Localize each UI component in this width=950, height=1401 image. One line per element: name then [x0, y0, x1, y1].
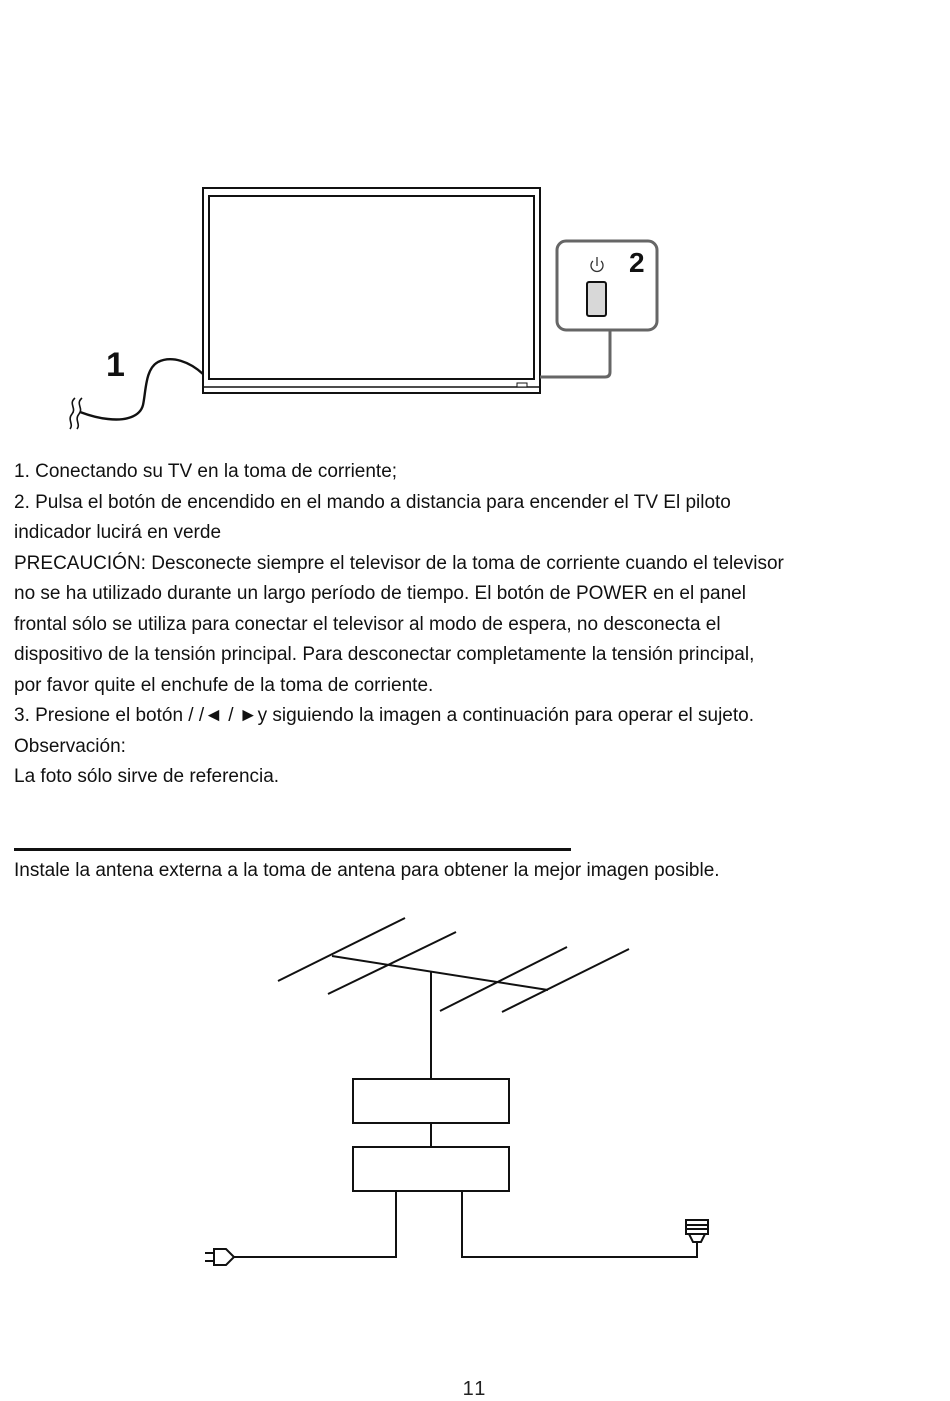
power-cord-icon	[80, 359, 203, 419]
button-leader-line	[540, 331, 610, 377]
plug-icon	[205, 1249, 234, 1265]
caution-line-4: dispositivo de la tensión principal. Para desconectar completamente la tensión principal,	[14, 644, 755, 665]
cord-end-icon	[70, 398, 82, 429]
observation-text: La foto sólo sirve de referencia.	[14, 766, 280, 787]
callout-2-label: 2	[629, 247, 645, 278]
power-supply-box	[353, 1147, 509, 1191]
caution-line-5: por favor quite el enchufe de la toma de corriente.	[14, 674, 434, 696]
amplifier-box	[353, 1079, 509, 1123]
instruction-step-2-cont: indicador lucirá en verde	[14, 522, 222, 543]
tv-frame	[203, 188, 540, 393]
power-button	[587, 282, 606, 316]
tv-indicator-led	[517, 383, 527, 387]
instruction-step-2: 2. Pulsa el botón de encendido en el mando a distancia para encender el TV El piloto	[14, 491, 731, 513]
antenna-note: Instale la antena externa a la toma de antena para obtener la mejor imagen posible.	[14, 860, 720, 881]
page-number: 11	[462, 1378, 488, 1400]
section-divider	[14, 848, 571, 851]
tv-screen	[209, 196, 534, 379]
instructions-text	[14, 457, 948, 793]
callout-1-label: 1	[106, 346, 125, 384]
antenna-icon	[278, 918, 629, 1079]
tv-power-figure	[0, 0, 950, 450]
caution-line-2: no se ha utilizado durante un largo período de tiempo. El botón de POWER en el panel	[14, 583, 746, 604]
observation-label: Observación:	[14, 735, 126, 757]
caution-line-3: frontal sólo se utiliza para conectar el televisor al modo de espera, no desconecta el	[14, 613, 721, 635]
caution-line-1: PRECAUCIÓN: Desconecte siempre el televisor de la toma de corriente cuando el televisor	[14, 552, 784, 574]
coax-connector-icon	[686, 1220, 708, 1242]
instruction-step-1: 1. Conectando su TV en la toma de corriente;	[14, 461, 398, 482]
instruction-step-3: 3. Presione el botón / /◄ / ►y siguiendo la imagen a continuación para operar el sujeto.	[14, 705, 754, 726]
